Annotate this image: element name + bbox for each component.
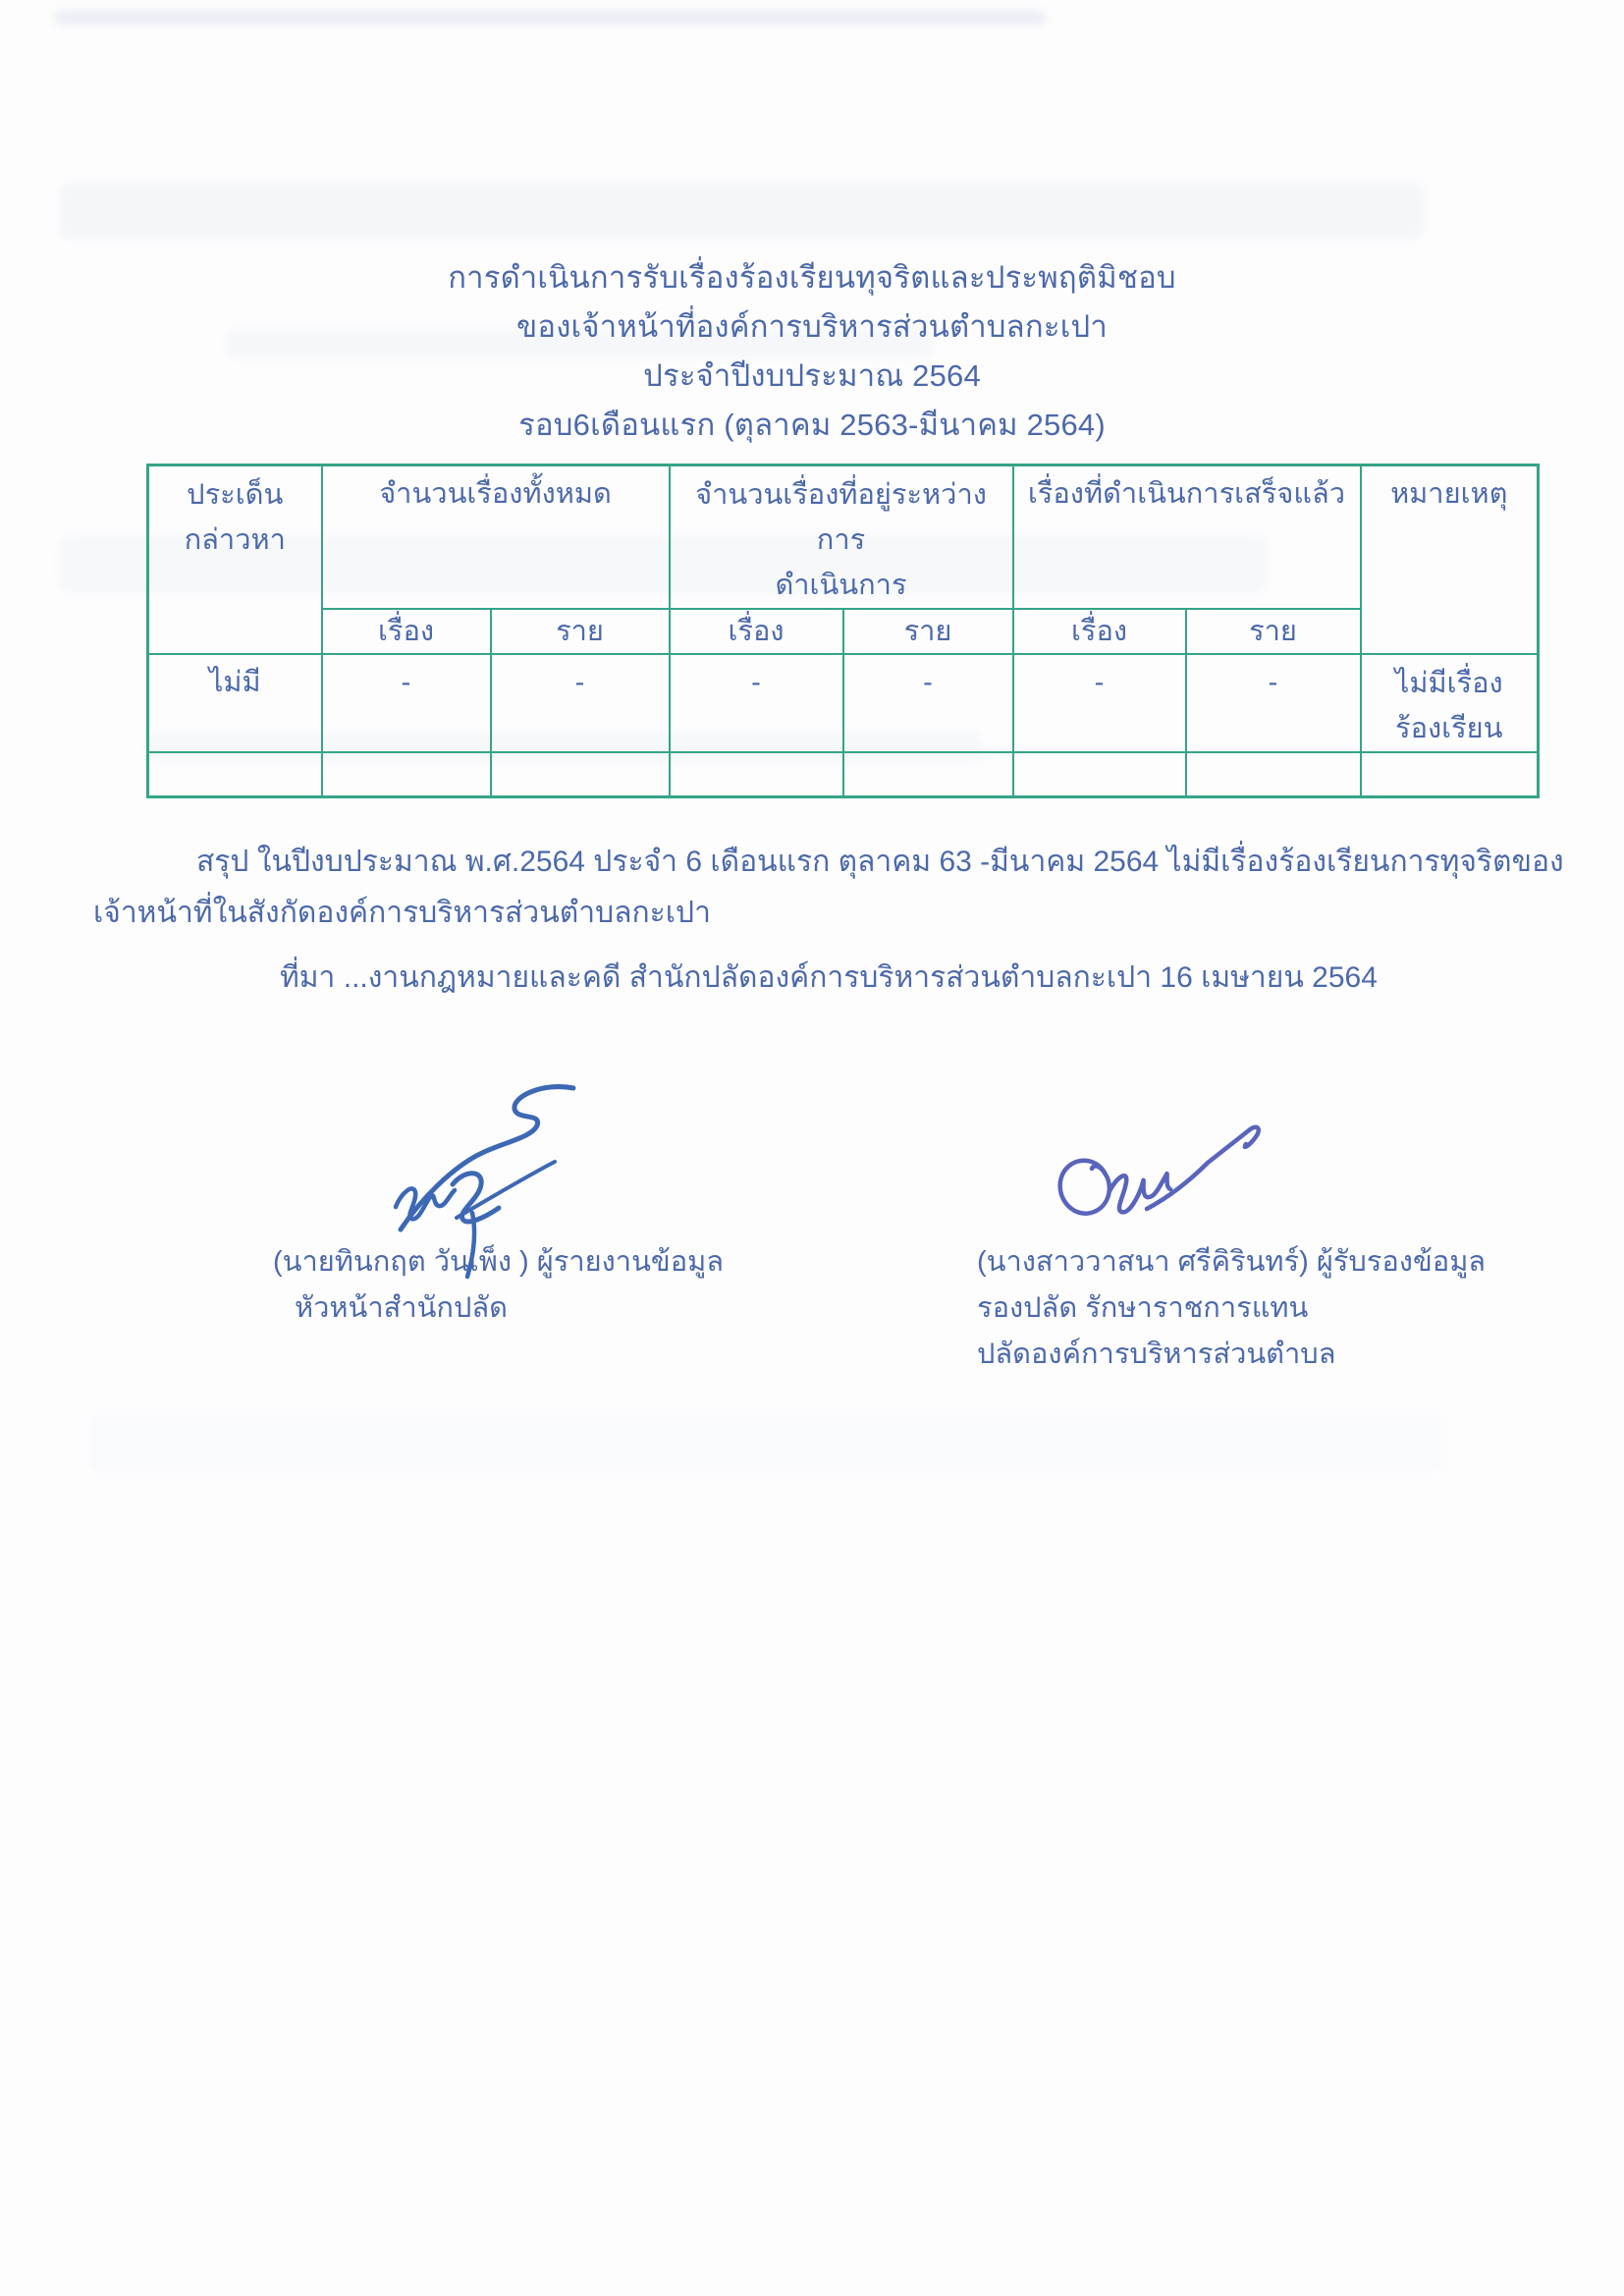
cell-empty	[322, 752, 491, 797]
source-line: ที่มา ...งานกฎหมายและคดี สำนักปลัดองค์การบริหารส่วนตำบลกะเปา 16 เมษายน 2564	[280, 961, 1378, 994]
subheader-subject: เรื่อง	[1013, 609, 1186, 654]
scan-artifact	[54, 10, 1046, 26]
cell-total-subject: -	[322, 654, 491, 752]
cell-empty	[148, 752, 322, 797]
subheader-count: ราย	[491, 609, 670, 654]
cell-remark-line1: ไม่มีเรื่อง	[1394, 668, 1503, 699]
summary-line-1: สรุป ในปีงบประมาณ พ.ศ.2564 ประจำ 6 เดือนแรก ตุลาคม 63 -มีนาคม 2564 ไม่มีเรื่องร้องเรียนการทุจริตของ	[196, 846, 1564, 878]
summary-line-2: เจ้าหน้าที่ในสังกัดองค์การบริหารส่วนตำบลกะเปา	[93, 897, 711, 929]
cell-done-subject: -	[1013, 654, 1186, 752]
cell-remark	[1361, 654, 1539, 752]
header-issue	[148, 465, 322, 655]
cell-empty	[843, 752, 1013, 797]
table-header-row-1	[148, 465, 1539, 610]
signer-right-title-line3: ปลัดองค์การบริหารส่วนตำบล	[977, 1339, 1336, 1370]
cell-total-count: -	[491, 654, 670, 752]
signer-left-title: หัวหน้าสำนักปลัด	[295, 1292, 509, 1324]
signature-right	[1043, 1118, 1290, 1251]
signer-left-name: (นายทินกฤต วันเพ็ง ) ผู้รายงานข้อมูล	[273, 1246, 725, 1278]
cell-done-count: -	[1186, 654, 1361, 752]
cell-progress-count: -	[843, 654, 1013, 752]
table-row-empty	[148, 752, 1539, 797]
header-group-in-progress-line1: จำนวนเรื่องที่อยู่ระหว่างการ	[695, 479, 987, 556]
header-issue-line2: กล่าวหา	[184, 524, 286, 556]
subheader-subject: เรื่อง	[322, 609, 491, 654]
cell-issue: ไม่มี	[148, 654, 322, 752]
header-group-in-progress	[670, 465, 1013, 610]
scan-artifact	[88, 1414, 1443, 1473]
subheader-count: ราย	[1186, 609, 1361, 654]
complaints-table	[146, 464, 1540, 798]
subheader-subject: เรื่อง	[670, 609, 843, 654]
header-group-in-progress-line2: ดำเนินการ	[775, 570, 907, 601]
document-title	[0, 253, 1624, 450]
title-line-4: รอบ6เดือนแรก (ตุลาคม 2563-มีนาคม 2564)	[518, 408, 1106, 442]
title-line-1: การดำเนินการรับเรื่องร้องเรียนทุจริตและประพฤติมิชอบ	[448, 260, 1176, 295]
signature-left-block	[273, 1239, 724, 1332]
cell-remark-line2: ร้องเรียน	[1395, 713, 1503, 744]
cell-empty	[491, 752, 670, 797]
signature-right-block	[977, 1239, 1486, 1378]
signer-right-name: (นางสาววาสนา ศรีคิรินทร์) ผู้รับรองข้อมูล	[977, 1246, 1487, 1278]
table-row	[148, 654, 1539, 752]
header-issue-line1: ประเด็น	[187, 479, 284, 511]
title-line-3: ประจำปีงบประมาณ 2564	[643, 358, 981, 393]
header-remark: หมายเหตุ	[1361, 465, 1539, 655]
subheader-count: ราย	[843, 609, 1013, 654]
cell-empty	[670, 752, 843, 797]
title-line-2: ของเจ้าหน้าที่องค์การบริหารส่วนตำบลกะเปา	[516, 309, 1108, 344]
cell-progress-subject: -	[670, 654, 843, 752]
cell-empty	[1013, 752, 1186, 797]
signer-right-title-line2: รองปลัด รักษาราชการแทน	[977, 1292, 1309, 1324]
table-header-row-2	[148, 609, 1539, 654]
scan-artifact	[59, 182, 1424, 239]
header-group-done: เรื่องที่ดำเนินการเสร็จแล้ว	[1013, 465, 1361, 610]
header-group-total: จำนวนเรื่องทั้งหมด	[322, 465, 670, 610]
cell-empty	[1186, 752, 1361, 797]
cell-empty	[1361, 752, 1539, 797]
